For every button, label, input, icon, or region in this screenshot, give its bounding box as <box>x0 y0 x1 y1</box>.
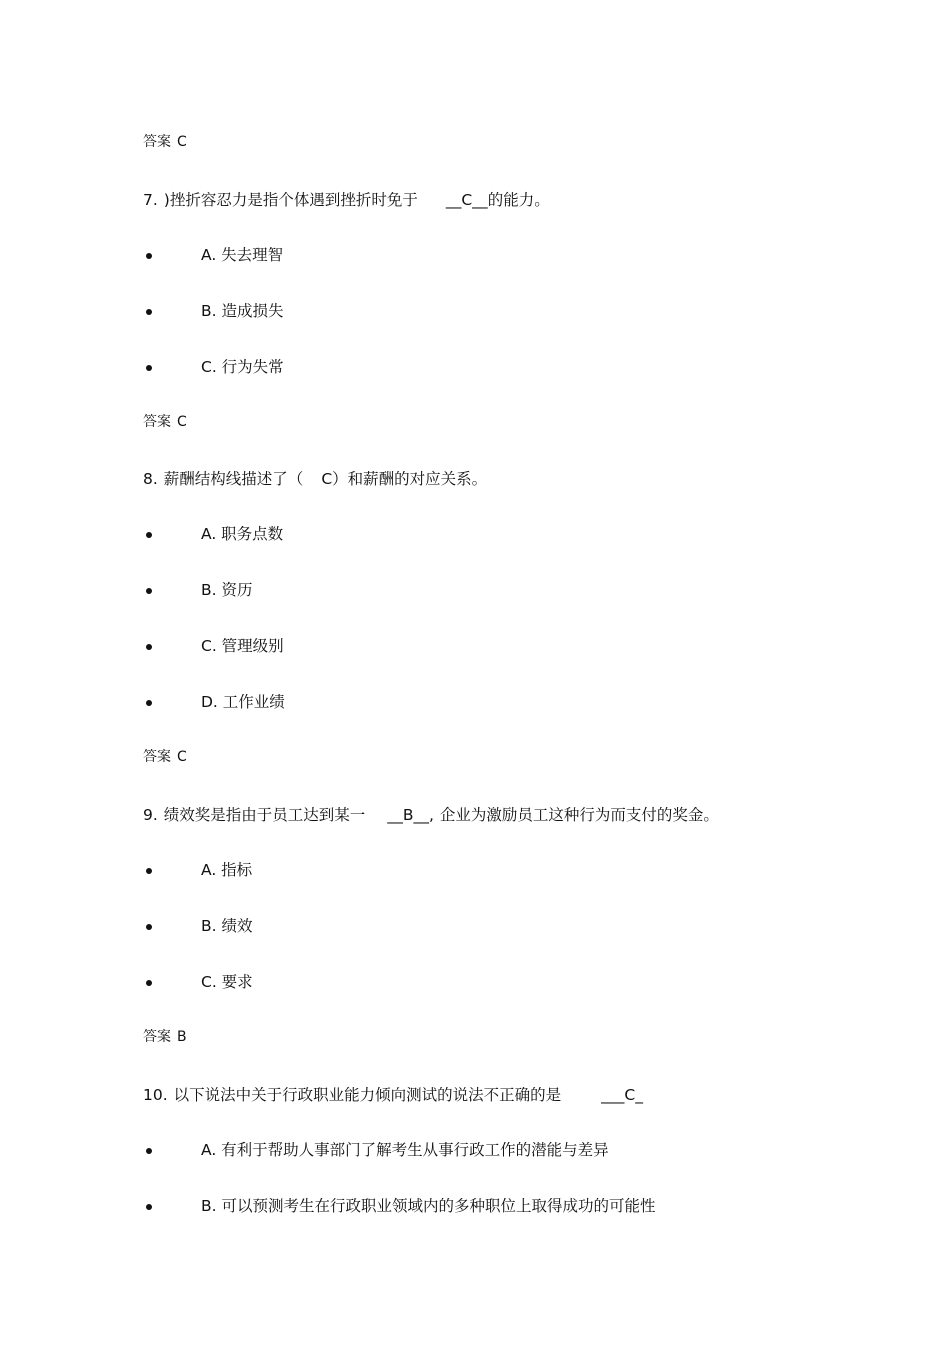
question-number: 8. <box>143 470 158 488</box>
option-text: B. 造成损失 <box>201 302 284 320</box>
option-text: B. 绩效 <box>201 917 253 935</box>
question-7 <box>143 190 550 210</box>
option-text: C. 管理级别 <box>201 637 284 655</box>
bullet-icon <box>146 980 152 986</box>
bullet-icon <box>146 924 152 930</box>
option-text: A. 失去理智 <box>201 246 284 264</box>
bullet-icon <box>146 588 152 594</box>
bullet-icon <box>146 309 152 315</box>
option-text: A. 职务点数 <box>201 525 284 543</box>
bullet-icon <box>146 365 152 371</box>
question-blank: __C__ <box>445 191 488 209</box>
bullet-icon <box>146 868 152 874</box>
question-blank: ___C_ <box>601 1086 643 1104</box>
answer-value: C <box>177 414 187 430</box>
answer-value: C <box>177 134 187 150</box>
question-text-pre: )挫折容忍力是指个体遇到挫折时免于 <box>163 191 418 209</box>
question-number: 7. <box>143 191 158 209</box>
answer-line <box>143 747 187 767</box>
bullet-icon <box>146 1204 152 1210</box>
question-text-pre: 以下说法中关于行政职业能力倾向测试的说法不正确的是 <box>173 1086 562 1104</box>
question-9 <box>143 805 719 825</box>
question-blank: __B__, <box>387 806 434 824</box>
answer-value: B <box>177 1029 187 1045</box>
option-text: C. 行为失常 <box>201 358 284 376</box>
bullet-icon <box>146 253 152 259</box>
answer-label: 答案 <box>143 134 171 150</box>
answer-label: 答案 <box>143 414 171 430</box>
question-8 <box>143 469 487 489</box>
option-text: D. 工作业绩 <box>201 693 285 711</box>
bullet-icon <box>146 1148 152 1154</box>
question-blank: C <box>321 470 333 488</box>
question-text-pre: 薪酬结构线描述了（ <box>163 470 304 488</box>
answer-line <box>143 1027 187 1047</box>
question-number: 9. <box>143 806 158 824</box>
answer-line <box>143 132 187 152</box>
question-10 <box>143 1085 643 1105</box>
bullet-icon <box>146 532 152 538</box>
option-text: C. 要求 <box>201 973 253 991</box>
question-text-post: 的能力。 <box>487 191 550 209</box>
bullet-icon <box>146 644 152 650</box>
option-text: A. 指标 <box>201 861 253 879</box>
question-text-pre: 绩效奖是指由于员工达到某一 <box>163 806 366 824</box>
question-number: 10. <box>143 1086 168 1104</box>
answer-line <box>143 412 187 432</box>
option-text: B. 资历 <box>201 581 253 599</box>
question-text-post: 企业为激励员工这种行为而支付的奖金。 <box>439 806 719 824</box>
answer-label: 答案 <box>143 1029 171 1045</box>
question-text-post: ）和薪酬的对应关系。 <box>332 470 488 488</box>
answer-value: C <box>177 749 187 765</box>
option-text: A. 有利于帮助人事部门了解考生从事行政工作的潜能与差异 <box>201 1141 609 1159</box>
bullet-icon <box>146 700 152 706</box>
option-text: B. 可以预测考生在行政职业领域内的多种职位上取得成功的可能性 <box>201 1197 656 1215</box>
answer-label: 答案 <box>143 749 171 765</box>
